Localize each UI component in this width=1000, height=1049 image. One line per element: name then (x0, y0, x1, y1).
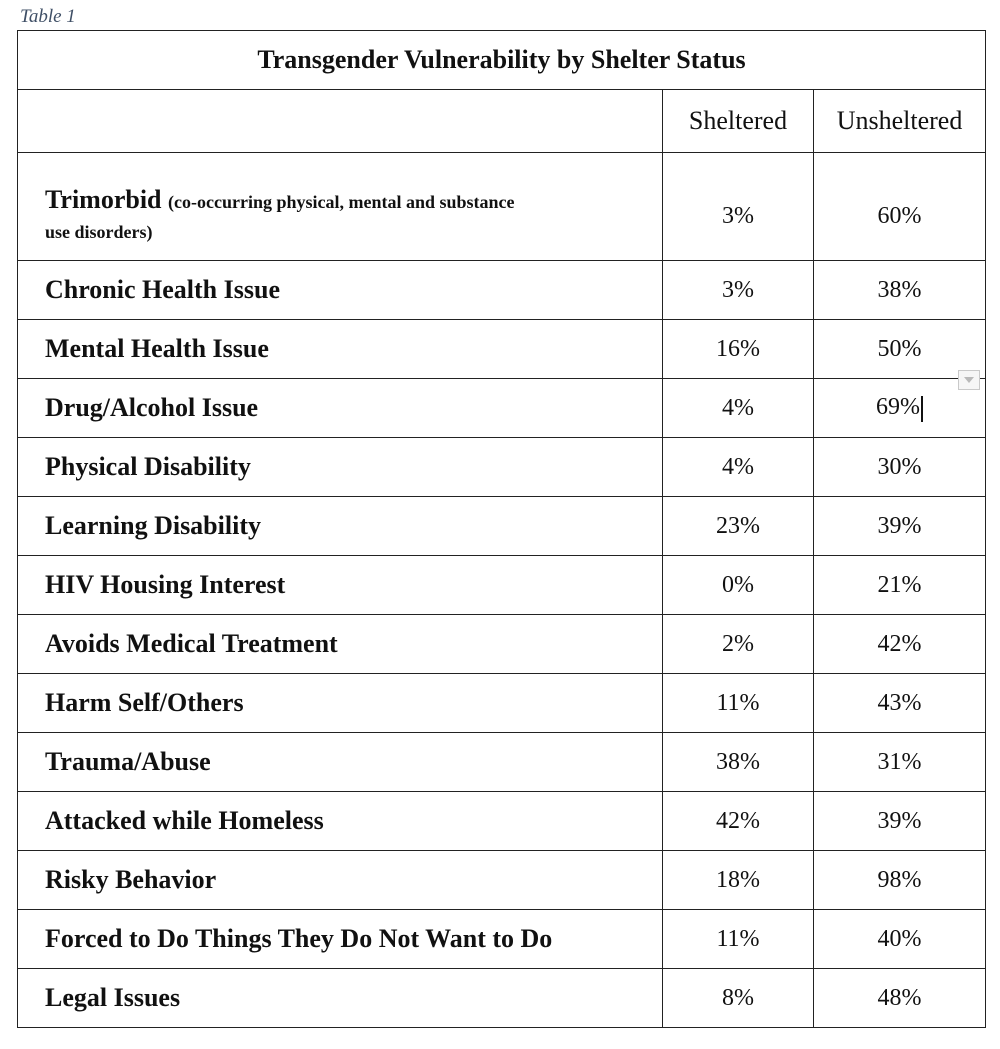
row-label-cell[interactable] (18, 153, 663, 261)
row-label[interactable]: Risky Behavior (18, 851, 663, 910)
table-row (18, 379, 986, 438)
sheltered-value[interactable]: 23% (663, 497, 814, 556)
column-header-sheltered[interactable]: Sheltered (663, 90, 814, 153)
unsheltered-value[interactable]: 48% (814, 969, 986, 1028)
row-label[interactable]: Legal Issues (18, 969, 663, 1028)
unsheltered-value[interactable]: 42% (814, 615, 986, 674)
sheltered-value[interactable]: 38% (663, 733, 814, 792)
table-row (18, 261, 986, 320)
header-row (18, 90, 986, 153)
table-row (18, 556, 986, 615)
table-row (18, 674, 986, 733)
unsheltered-value[interactable]: 39% (814, 792, 986, 851)
text-cursor (921, 396, 923, 422)
table-row (18, 438, 986, 497)
sheltered-value[interactable]: 8% (663, 969, 814, 1028)
row-label[interactable]: Forced to Do Things They Do Not Want to Do (18, 910, 663, 969)
sheltered-value[interactable]: 2% (663, 615, 814, 674)
table-row (18, 153, 986, 261)
row-label[interactable]: HIV Housing Interest (18, 556, 663, 615)
row-label[interactable]: Attacked while Homeless (18, 792, 663, 851)
unsheltered-value[interactable]: 21% (814, 556, 986, 615)
row-label[interactable]: Mental Health Issue (18, 320, 663, 379)
unsheltered-value[interactable]: 43% (814, 674, 986, 733)
row-label-note-continued: use disorders) (45, 221, 153, 242)
sheltered-value[interactable]: 3% (663, 153, 814, 261)
unsheltered-value[interactable]: 98% (814, 851, 986, 910)
row-label[interactable]: Drug/Alcohol Issue (18, 379, 663, 438)
unsheltered-value[interactable]: 38% (814, 261, 986, 320)
table-caption: Table 1 (20, 6, 76, 27)
sheltered-value[interactable]: 3% (663, 261, 814, 320)
unsheltered-value[interactable]: 30% (814, 438, 986, 497)
sheltered-value[interactable]: 16% (663, 320, 814, 379)
title-row (18, 31, 986, 90)
table-row (18, 497, 986, 556)
row-label[interactable]: Learning Disability (18, 497, 663, 556)
table-row (18, 320, 986, 379)
vulnerability-table (17, 30, 986, 1028)
sheltered-value[interactable]: 18% (663, 851, 814, 910)
table-row (18, 792, 986, 851)
sheltered-value[interactable]: 11% (663, 674, 814, 733)
table-row (18, 851, 986, 910)
sheltered-value[interactable]: 4% (663, 379, 814, 438)
sheltered-value[interactable]: 4% (663, 438, 814, 497)
chevron-down-icon (964, 377, 974, 383)
column-header-unsheltered[interactable]: Unsheltered (814, 90, 986, 153)
unsheltered-value[interactable]: 39% (814, 497, 986, 556)
row-label-note: (co-occurring physical, mental and substance (168, 191, 515, 212)
unsheltered-value[interactable]: 31% (814, 733, 986, 792)
table-row (18, 910, 986, 969)
row-label[interactable]: Chronic Health Issue (18, 261, 663, 320)
row-label[interactable]: Physical Disability (18, 438, 663, 497)
cell-dropdown-button[interactable] (958, 370, 980, 390)
unsheltered-value[interactable]: 40% (814, 910, 986, 969)
row-label[interactable]: Avoids Medical Treatment (18, 615, 663, 674)
unsheltered-value[interactable]: 50% (814, 320, 986, 379)
row-label[interactable]: Harm Self/Others (18, 674, 663, 733)
row-label: Trimorbid (45, 184, 162, 214)
unsheltered-value[interactable]: 60% (814, 153, 986, 261)
sheltered-value[interactable]: 11% (663, 910, 814, 969)
table-row (18, 733, 986, 792)
table-row (18, 969, 986, 1028)
row-label[interactable]: Trauma/Abuse (18, 733, 663, 792)
header-empty-cell[interactable] (18, 90, 663, 153)
unsheltered-value: 69% (876, 394, 921, 421)
table-row (18, 615, 986, 674)
sheltered-value[interactable]: 0% (663, 556, 814, 615)
sheltered-value[interactable]: 42% (663, 792, 814, 851)
table-title[interactable]: Transgender Vulnerability by Shelter Status (18, 31, 986, 90)
